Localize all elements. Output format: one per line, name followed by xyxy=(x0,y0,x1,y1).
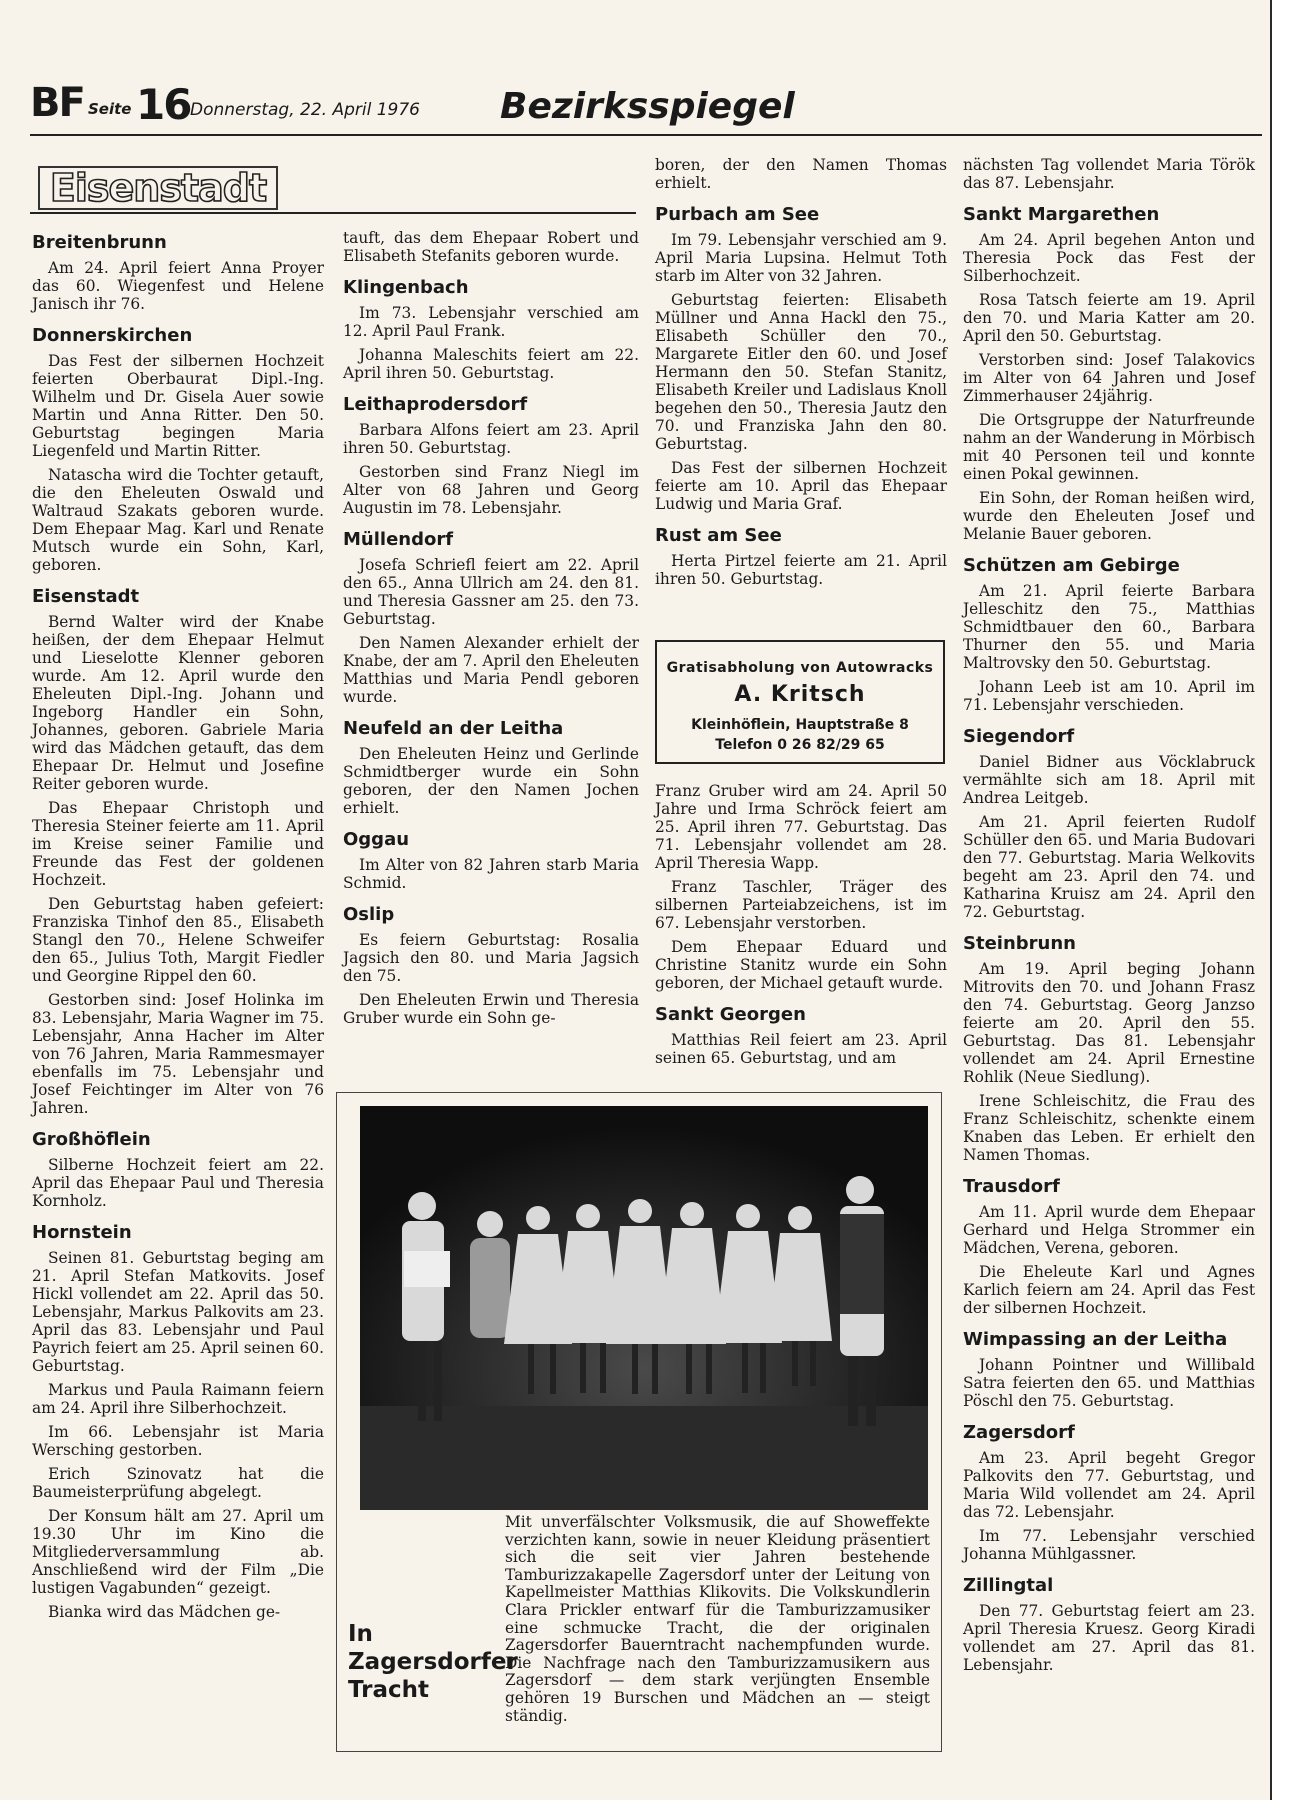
article-paragraph: Johann Pointner und Willibald Satra feierten den 65. und Matthias Pöschl den 75. Geburtstag. xyxy=(963,1356,1255,1410)
article-paragraph: Bianka wird das Mädchen ge- xyxy=(48,1603,281,1621)
article-paragraph: Am 24. April feiert Anna Proyer das 60. Wiegenfest und Helene Janisch ihr 76. xyxy=(32,259,324,313)
article-paragraph: Johanna Maleschits feiert am 22. April ihren 50. Geburtstag. xyxy=(343,346,639,382)
article-heading: Donnerskirchen xyxy=(32,325,193,346)
article-paragraph: Franz Taschler, Träger des silbernen Parteiabzeichens, ist im 67. Lebensjahr verstorben. xyxy=(655,878,947,932)
article-paragraph: Markus und Paula Raimann feiern am 24. April ihre Silberhochzeit. xyxy=(32,1381,324,1417)
article-paragraph: Gestorben sind Franz Niegl im Alter von 68 Jahren und Georg Augustin im 78. Lebensjahr. xyxy=(343,463,639,517)
column-3-bottom xyxy=(655,782,947,1073)
section-title: Eisenstadt xyxy=(38,166,278,210)
page-title: Bezirksspiegel xyxy=(500,86,795,127)
article-paragraph: Die Ortsgruppe der Naturfreunde nahm an der Wanderung in Mörbisch mit 40 Personen teil und konnte einen Pokal gewinnen. xyxy=(963,411,1255,483)
article-heading: Neufeld an der Leitha xyxy=(343,718,564,739)
column-3-top xyxy=(655,156,947,594)
article-paragraph: Das Fest der silbernen Hochzeit feierte am 10. April das Ehepaar Ludwig und Maria Graf. xyxy=(655,459,947,513)
ad-address: Kleinhöflein, Hauptstraße 8 xyxy=(691,717,909,733)
article-paragraph: Rosa Tatsch feierte am 19. April den 70. und Maria Katter am 20. April den 50. Geburtstag. xyxy=(963,291,1255,345)
caption-text: Mit unverfälschter Volksmusik, die auf Showeffekte verzichten kann, sowie in neuer Kleidung präsentiert sich die seit vier Jahren bestehende Tamburizzakapelle Zagersdorf unter der Leitung von Kapellmeister Matthias Klikovits. Die Volkskundlerin Clara Prickler entwarf für die Tamburizzamusiker eine schmucke Tracht, die der originalen Zagersdorfer Bauerntracht nachempfunden wurde. Die Nachfrage nach den Tamburizzamusikern aus Zagersdorf — dem stark verjüngten Ensemble gehören 19 Burschen und Mädchen an — steigt ständig. xyxy=(505,1513,930,1725)
article-paragraph: Am 21. April feierten Rudolf Schüller den 65. und Maria Budovari den 77. Geburtstag. Maria Welkovits begeht am 23. April den 74. und Katharina Kruisz am 24. April den 72. Geburtstag. xyxy=(963,813,1255,921)
article-paragraph: Ein Sohn, der Roman heißen wird, wurde den Eheleuten Josef und Melanie Bauer geboren. xyxy=(963,489,1255,543)
article-paragraph: Im Alter von 82 Jahren starb Maria Schmid. xyxy=(343,856,639,892)
article-heading: Breitenbrunn xyxy=(32,232,167,253)
article-heading: Trausdorf xyxy=(963,1176,1060,1197)
newspaper-logo: BF xyxy=(30,80,84,126)
article-paragraph: Am 11. April wurde dem Ehepaar Gerhard und Helga Strommer ein Mädchen, Verena, geboren. xyxy=(963,1203,1255,1257)
column-4 xyxy=(963,156,1255,1680)
article-heading: Zillingtal xyxy=(963,1575,1054,1596)
article-heading: Eisenstadt xyxy=(32,586,140,607)
article-heading: Oslip xyxy=(343,904,395,925)
article-heading: Hornstein xyxy=(32,1222,132,1243)
article-paragraph: Dem Ehepaar Eduard und Christine Stanitz wurde ein Sohn geboren, der Michael getauft wurde. xyxy=(655,938,947,992)
article-paragraph: Herta Pirtzel feierte am 21. April ihren 50. Geburtstag. xyxy=(655,552,947,588)
issue-date: Donnerstag, 22. April 1976 xyxy=(190,100,420,120)
article-paragraph: Gestorben sind: Josef Holinka im 83. Lebensjahr, Maria Wagner im 75. Lebensjahr, Anna Hacher im Alter von 76 Jahren, Maria Rammesmayer ebenfalls im 75. Lebensjahr und Josef Feichtinger im Alter von 76 Jahren. xyxy=(32,991,324,1117)
article-paragraph: Das Ehepaar Christoph und Theresia Steiner feierte am 11. April im Kreise seiner Familie und Freunde das Fest der goldenen Hochzeit. xyxy=(32,799,324,889)
article-paragraph: Daniel Bidner aus Vöcklabruck vermählte sich am 18. April mit Andrea Leitgeb. xyxy=(963,753,1255,807)
section-rule xyxy=(30,212,636,214)
ad-phone: Telefon 0 26 82/29 65 xyxy=(715,737,885,753)
article-paragraph: Barbara Alfons feiert am 23. April ihren 50. Geburtstag. xyxy=(343,421,639,457)
article-paragraph: Es feiern Geburtstag: Rosalia Jagsich den 80. und Maria Jagsich den 75. xyxy=(343,931,639,985)
article-paragraph: Den Eheleuten Heinz und Gerlinde Schmidtberger wurde ein Sohn geboren, der den Namen Jochen erhielt. xyxy=(343,745,639,817)
group-photo xyxy=(360,1106,928,1510)
article-paragraph: Am 24. April begehen Anton und Theresia Pock das Fest der Silberhochzeit. xyxy=(963,231,1255,285)
article-heading: Siegendorf xyxy=(963,726,1075,747)
article-paragraph: Den 77. Geburtstag feiert am 23. April Theresia Kruesz. Georg Kiradi vollendet am 27. April das 81. Lebensjahr. xyxy=(963,1602,1255,1674)
article-heading: Sankt Margarethen xyxy=(963,204,1160,225)
article-paragraph: tauft, das dem Ehepaar Robert und Elisabeth Stefanits geboren wurde. xyxy=(343,229,639,265)
header-rule xyxy=(30,134,1262,136)
article-paragraph: Der Konsum hält am 27. April um 19.30 Uhr im Kino die Mitgliederversammlung ab. Anschließend wird der Film „Die lustigen Vagabunden“ gezeigt. xyxy=(32,1507,324,1597)
article-paragraph: Im 79. Lebensjahr verschied am 9. April Maria Lupsina. Helmut Toth starb im Alter von 32 Jahren. xyxy=(655,231,947,285)
article-heading: Steinbrunn xyxy=(963,933,1076,954)
article-heading: Leithaprodersdorf xyxy=(343,394,528,415)
article-paragraph: Seinen 81. Geburtstag beging am 21. April Stefan Matkovits. Josef Hickl vollendet am 22. April das 50. Lebensjahr, Markus Palkovits am 23. April das 83. Lebensjahr und Paul Payrich feiert am 25. April seinen 60. Geburtstag. xyxy=(32,1249,324,1375)
article-heading: Müllendorf xyxy=(343,529,454,550)
caption-heading: In Zagersdorfer Tracht xyxy=(348,1621,518,1703)
article-heading: Schützen am Gebirge xyxy=(963,555,1180,576)
article-paragraph: Verstorben sind: Josef Talakovics im Alter von 64 Jahren und Josef Zimmerhauser 24jährig. xyxy=(963,351,1255,405)
article-heading: Oggau xyxy=(343,829,410,850)
article-paragraph: Geburtstag feierten: Elisabeth Müllner und Anna Hackl den 75., Elisabeth Schüller den 70., Margarete Eitler den 60. und Josef Hermann den 50. Stefan Stanitz, Elisabeth Kreiler und Ladislaus Knoll begehen den 50., Theresia Jautz den 70. und Franziska Jahn den 80. Geburtstag. xyxy=(655,291,947,453)
page-number: 16 xyxy=(136,80,191,129)
column-1 xyxy=(32,232,324,1627)
article-paragraph: Im 73. Lebensjahr verschied am 12. April Paul Frank. xyxy=(343,304,639,340)
article-paragraph: Am 23. April begeht Gregor Palkovits den 77. Geburtstag, und Maria Wild vollendet am 24. April das 72. Lebensjahr. xyxy=(963,1449,1255,1521)
article-paragraph: Das Fest der silbernen Hochzeit feierten Oberbaurat Dipl.-Ing. Wilhelm und Dr. Gisela Auer sowie Martin und Anna Ritter. Den 50. Geburtstag begingen Maria Liegenfeld und Martin Ritter. xyxy=(32,352,324,460)
article-paragraph: Den Geburtstag haben gefeiert: Franziska Tinhof den 85., Elisabeth Stangl den 70., Helene Schweifer den 65., Julius Toth, Margit Fiedler und Georgine Rippel den 60. xyxy=(32,895,324,985)
ad-company: A. Kritsch xyxy=(734,682,866,707)
seite-label: Seite xyxy=(88,100,132,118)
article-heading: Wimpassing an der Leitha xyxy=(963,1329,1228,1350)
article-paragraph: Franz Gruber wird am 24. April 50 Jahre und Irma Schröck feiert am 25. April ihren 77. Geburtstag. Das 71. Lebensjahr vollendet am 28. April Theresia Wapp. xyxy=(655,782,947,872)
article-paragraph: Den Namen Alexander erhielt der Knabe, der am 7. April den Eheleuten Matthias und Maria Pendl geboren wurde. xyxy=(343,634,639,706)
article-paragraph: Am 21. April feierte Barbara Jelleschitz den 75., Matthias Schmidtbauer den 60., Barbara Thurner den 55. und Maria Maltrovsky den 50. Geburtstag. xyxy=(963,582,1255,672)
article-paragraph: boren, der den Namen Thomas erhielt. xyxy=(655,156,947,192)
article-heading: Großhöflein xyxy=(32,1129,151,1150)
article-paragraph: Bernd Walter wird der Knabe heißen, der dem Ehepaar Helmut und Lieselotte Klenner geboren wurde. Am 12. April wurde den Eheleuten Dipl.-Ing. Johann und Ingeborg Handler ein Sohn, Johannes, geboren. Gabriele Maria wird das Mädchen getauft, das dem Ehepaar Dr. Helmut und Josefine Reiter geboren wurde. xyxy=(32,613,324,793)
article-heading: Purbach am See xyxy=(655,204,820,225)
article-heading: Zagersdorf xyxy=(963,1422,1075,1443)
column-2 xyxy=(343,229,639,1033)
advertisement-box xyxy=(655,640,945,764)
article-paragraph: Josefa Schriefl feiert am 22. April den 65., Anna Ullrich am 24. den 81. und Theresia Gassner am 25. den 73. Geburtstag. xyxy=(343,556,639,628)
article-heading: Sankt Georgen xyxy=(655,1004,806,1025)
page-edge xyxy=(1270,0,1292,1800)
article-paragraph: Silberne Hochzeit feiert am 22. April das Ehepaar Paul und Theresia Kornholz. xyxy=(32,1156,324,1210)
article-paragraph: Erich Szinovatz hat die Baumeisterprüfung abgelegt. xyxy=(32,1465,324,1501)
page-header xyxy=(30,80,1262,134)
article-paragraph: nächsten Tag vollendet Maria Török das 87. Lebensjahr. xyxy=(963,156,1255,192)
article-heading: Klingenbach xyxy=(343,277,469,298)
article-paragraph: Im 77. Lebensjahr verschied Johanna Mühlgassner. xyxy=(963,1527,1255,1563)
article-paragraph: Die Eheleute Karl und Agnes Karlich feiern am 24. April das Fest der silbernen Hochzeit. xyxy=(963,1263,1255,1317)
article-paragraph: Am 19. April beging Johann Mitrovits den 70. und Johann Frasz den 74. Geburtstag. Georg Janzso feierte am 20. April den 55. Geburtstag. Das 81. Lebensjahr vollendet am 24. April Ernestine Rohlik (Neue Siedlung). xyxy=(963,960,1255,1086)
article-paragraph: Irene Schleischitz, die Frau des Franz Schleischitz, schenkte einem Knaben das Leben. Er erhielt den Namen Thomas. xyxy=(963,1092,1255,1164)
article-paragraph: Matthias Reil feiert am 23. April seinen 65. Geburtstag, und am xyxy=(655,1031,947,1067)
article-paragraph: Den Eheleuten Erwin und Theresia Gruber wurde ein Sohn ge- xyxy=(343,991,639,1027)
article-heading: Rust am See xyxy=(655,525,782,546)
article-paragraph: Im 66. Lebensjahr ist Maria Wersching gestorben. xyxy=(32,1423,324,1459)
article-paragraph: Johann Leeb ist am 10. April im 71. Lebensjahr verschieden. xyxy=(963,678,1255,714)
article-paragraph: Natascha wird die Tochter getauft, die den Eheleuten Oswald und Waltraud Szakats geboren wurde. Dem Ehepaar Mag. Karl und Renate Mutsch wurde ein Sohn, Karl, geboren. xyxy=(32,466,324,574)
ad-line-1: Gratisabholung von Autowracks xyxy=(666,660,934,676)
